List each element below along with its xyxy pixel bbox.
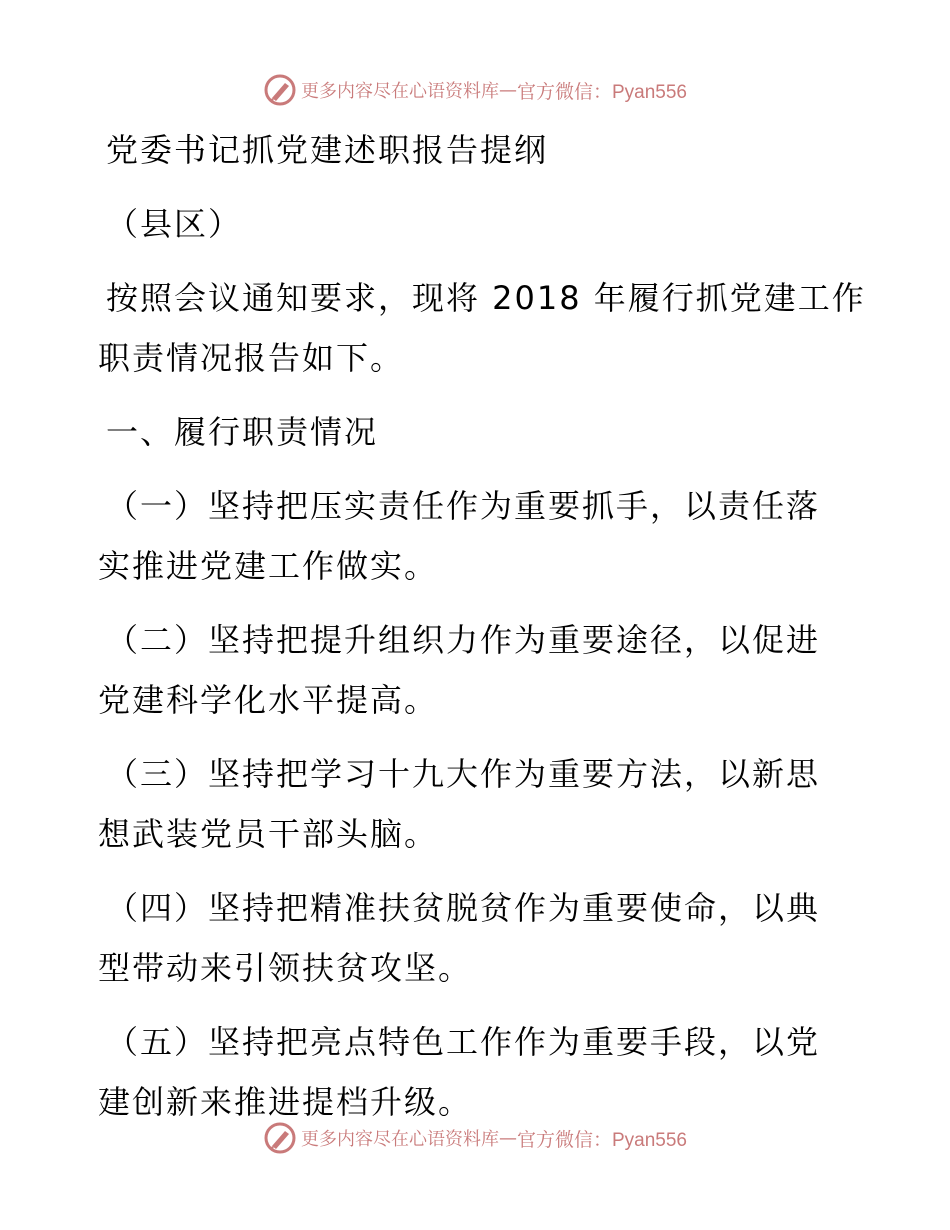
intro-line-1: 按照会议通知要求，现将 2018 年履行抓党建工作 bbox=[106, 279, 866, 317]
item-4-line-1: （四）坚持把精准扶贫脱贫作为重要使命，以典 bbox=[106, 889, 821, 927]
item-2-line-2: 党建科学化水平提高。 bbox=[98, 681, 439, 719]
pen-logo-icon bbox=[263, 1121, 297, 1155]
intro-line-2: 职责情况报告如下。 bbox=[98, 339, 405, 377]
pen-logo-icon bbox=[263, 73, 297, 107]
intro-paragraph bbox=[98, 268, 866, 388]
watermark-banner-top bbox=[0, 70, 950, 110]
banner-main-text: 更多内容尽在心语资料库 bbox=[300, 81, 499, 102]
banner-separator: — bbox=[498, 79, 517, 101]
item-1-line-2: 实推进党建工作做实。 bbox=[98, 547, 439, 585]
item-2-line-1: （二）坚持把提升组织力作为重要途径，以促进 bbox=[106, 621, 821, 659]
list-item bbox=[98, 744, 838, 864]
document-body bbox=[98, 120, 866, 1132]
item-3-line-1: （三）坚持把学习十九大作为重要方法，以新思 bbox=[106, 755, 821, 793]
watermark-banner-bottom bbox=[0, 1118, 950, 1158]
document-subtitle: （县区） bbox=[106, 205, 243, 243]
banner-main-text: 更多内容尽在心语资料库 bbox=[300, 1129, 499, 1150]
document-title: 党委书记抓党建述职报告提纲 bbox=[106, 131, 549, 169]
item-5-line-2: 建创新来推进提档升级。 bbox=[98, 1083, 473, 1121]
item-3-line-2: 想武装党员干部头脑。 bbox=[98, 815, 439, 853]
item-4-line-2: 型带动来引领扶贫攻坚。 bbox=[98, 949, 473, 987]
item-5-line-1: （五）坚持把亮点特色工作作为重要手段，以党 bbox=[106, 1023, 821, 1061]
list-item bbox=[98, 1012, 838, 1132]
list-item bbox=[98, 610, 838, 730]
section-heading-1: 一、履行职责情况 bbox=[106, 413, 379, 451]
banner-contact-text: 官方微信：Pyan556 bbox=[516, 81, 687, 103]
banner-separator: — bbox=[498, 1127, 517, 1149]
list-item bbox=[98, 878, 838, 998]
banner-contact-text: 官方微信：Pyan556 bbox=[516, 1129, 687, 1151]
item-1-line-1: （一）坚持把压实责任作为重要抓手，以责任落 bbox=[106, 487, 821, 525]
list-item bbox=[98, 476, 838, 596]
